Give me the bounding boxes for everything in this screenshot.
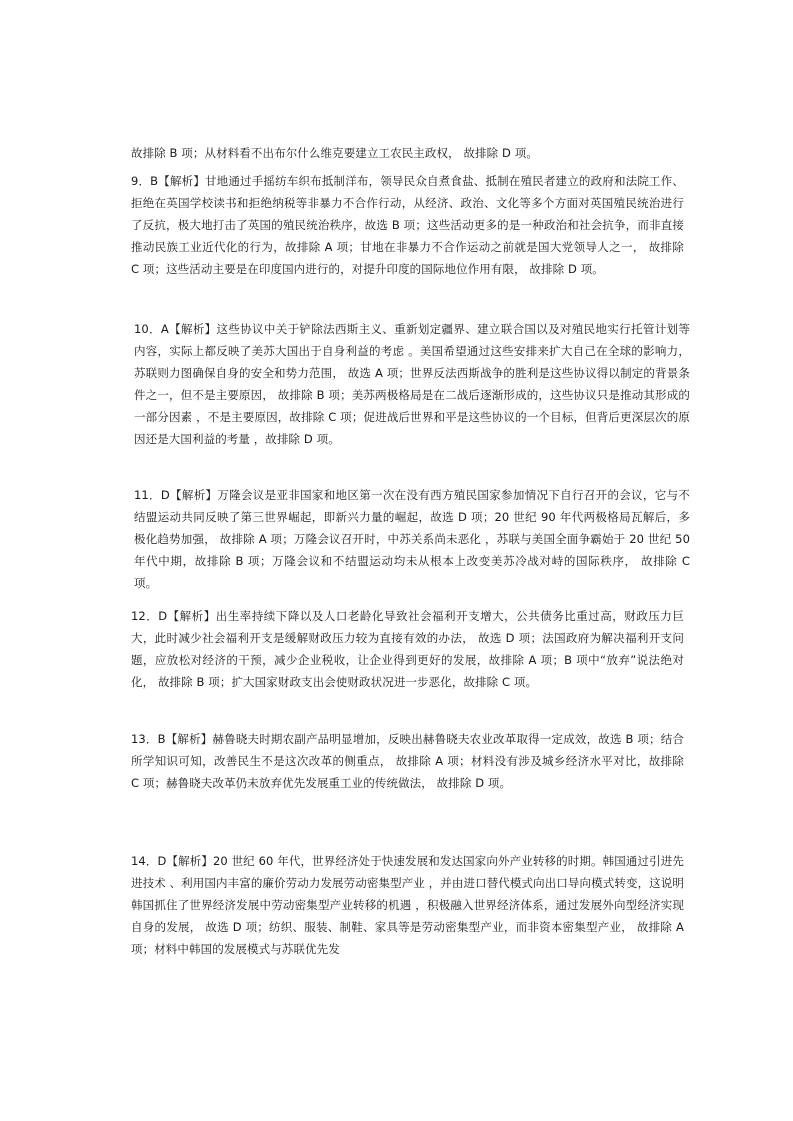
paragraph-q8-continuation: 故排除 B 项；从材料看不出布尔什么维克要建立工农民主政权， 故排除 D 项。 [131,146,538,160]
paragraph-q13: 13．B【解析】赫鲁晓夫时期农副产品明显增加，反映出赫鲁晓夫农业改革取得一定成效，故选 B 项；结合所学知识可知，改善民生不是这次改革的侧重点， 故排除 A 项；材料没有涉及城乡经济水平对比，故排除 C 项；赫鲁晓夫改革仍未放弃优先发展重工业的传统做法， 故排除 D 项。 [131,732,684,790]
paragraph-q14: 14．D【解析】20 世纪 60 年代，世界经济处于快速发展和发达国家向外产业转移的时期。韩国通过引进先进技术 、利用国内丰富的廉价劳动力发展劳动密集型产业 ，并由进口替代模式向出口导向模式转变，这说明韩国抓住了世界经济发展中劳动密集型产业转移的机遇 ，积极融入世界经济体系，通过发展外向型经济实现自身的发展， 故选 D 项；纺织、服装、制鞋、家具等是劳动密集型产业，而非资本密集型产业， 故排除 A 项；材料中韩国的发展模式与苏联优先发 [131,854,684,956]
paragraph-q12: 12．D【解析】出生率持续下降以及人口老龄化导致社会福利开支增大，公共债务比重过高，财政压力巨大，此时减少社会福利开支是缓解财政压力较为直接有效的办法， 故选 D 项；法国政府为解决福利开支问题，应放松对经济的干预，减少企业税收，让企业得到更好的发展，故排除 A 项；B 项中“放弃”说法绝对化， 故排除 B 项；扩大国家财政支出会使财政状况进一步恶化，故排除 C 项。 [131,609,684,689]
paragraph-q9: 9．B【解析】甘地通过手摇纺车织布抵制洋布，领导民众自煮食盐、抵制在殖民者建立的政府和法院工作、拒绝在英国学校读书和拒绝纳税等非暴力不合作行动，从经济、政治、文化等多个方面对英国殖民统治进行了反抗，极大地打击了英国的殖民统治秩序，故选 B 项；这些活动更多的是一种政治和社会抗争，而非直接推动民族工业近代化的行为，故排除 A 项；甘地在非暴力不合作运动之前就是国大党领导人之一， 故排除 C 项；这些活动主要是在印度国内进行的，对提升印度的国际地位作用有限， 故排除 D 项。 [131,174,684,276]
paragraph-q10: 10．A【解析】这些协议中关于铲除法西斯主义、重新划定疆界、建立联合国以及对殖民地实行托管计划等内容，实际上都反映了美苏大国出于自身利益的考虑 。美国希望通过这些安排来扩大自己在全球的影响力，苏联则力图确保自身的安全和势力范围， 故选 A 项；世界反法西斯战争的胜利是这些协议得以制定的背景条件之一，但不是主要原因， 故排除 B 项；美苏两极格局是在二战后逐渐形成的，这些协议只是推动其形成的一部分因素 ，不是主要原因，故排除 C 项；促进战后世界和平是这些协议的一个目标，但背后更深层次的原因还是大国利益的考量 ，故排除 D 项。 [134,322,690,446]
paragraph-q11: 11．D【解析】万隆会议是亚非国家和地区第一次在没有西方殖民国家参加情况下自行召开的会议，它与不结盟运动共同反映了第三世界崛起，即新兴力量的崛起，故选 D 项；20 世纪 90 年代两极格局瓦解后，多极化趋势加强， 故排除 A 项；万隆会议召开时，中苏关系尚未恶化 ，苏联与美国全面争霸始于 20 世纪 50 年代中期，故排除 B 项；万隆会议和不结盟运动均未从根本上改变美苏冷战对峙的国际秩序， 故排除 C 项。 [134,488,690,590]
